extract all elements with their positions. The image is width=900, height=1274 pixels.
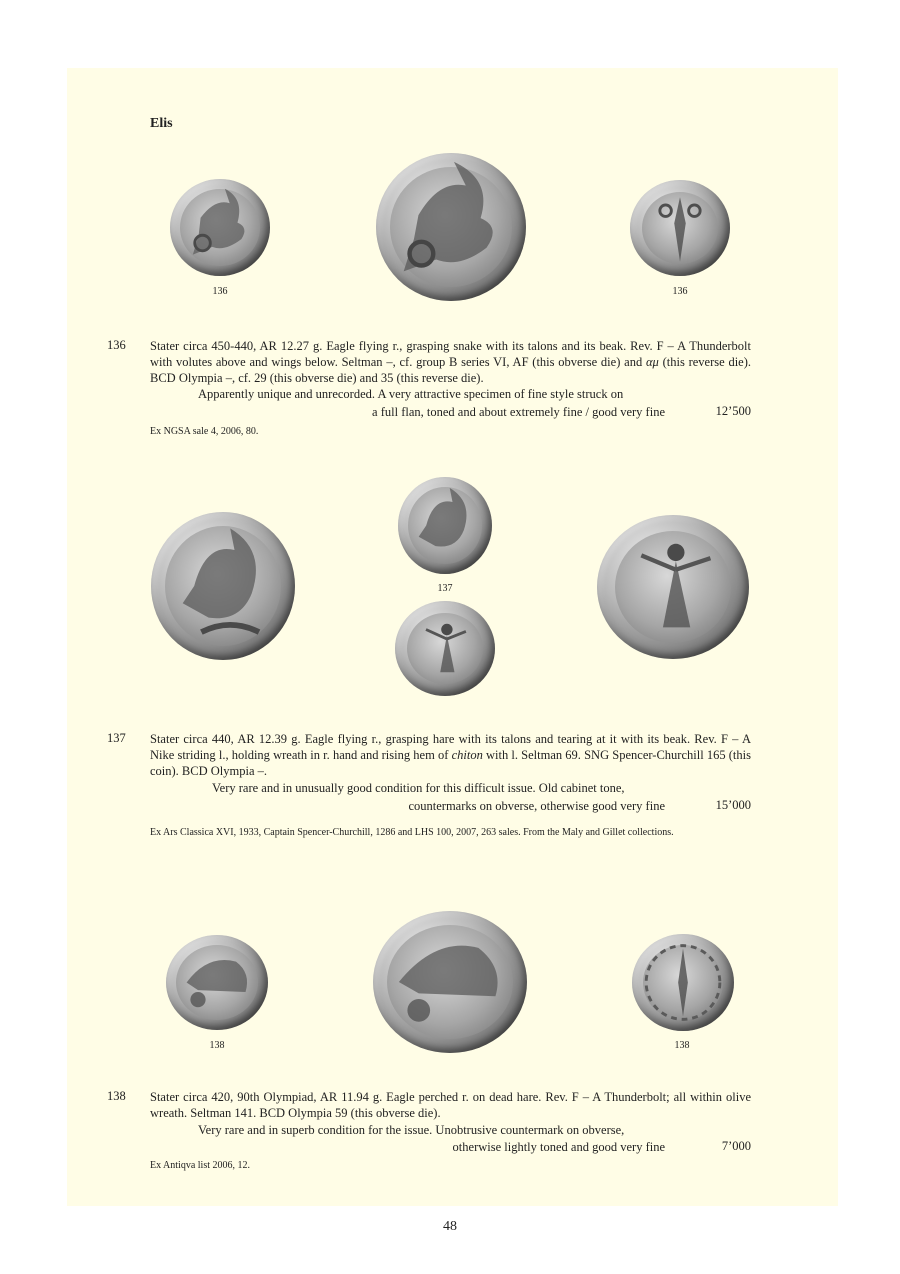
caption-138-right: 138 <box>674 1040 690 1051</box>
caption-136-left: 136 <box>212 286 228 297</box>
lot-number-138: 138 <box>107 1089 126 1103</box>
lot-condition-136-line2: a full flan, toned and about extremely fine / good very fine <box>372 405 665 419</box>
coin-136-obverse-large <box>376 153 526 301</box>
caption-137: 137 <box>437 583 453 594</box>
section-title: Elis <box>150 116 173 131</box>
lot-description-136: Stater circa 450-440, AR 12.27 g. Eagle flying r., grasping snake with its talons and its beak. Rev. F – A Thunderbolt with volutes above and wings below. Seltman –, cf. group B series VI, AF (this obverse die) and αμ (this reverse die). BCD Olympia –, cf. 29 (this obverse die) and 35 (this reverse die). <box>150 339 751 385</box>
lot-provenance-137: Ex Ars Classica XVI, 1933, Captain Spencer-Churchill, 1286 and LHS 100, 2007, 263 sales. From the Maly and Gillet collections. <box>150 827 674 838</box>
lot-description-138: Stater circa 420, 90th Olympiad, AR 11.94 g. Eagle perched r. on dead hare. Rev. F – A Thunderbolt; all within olive wreath. Seltman 141. BCD Olympia 59 (this obverse die). <box>150 1090 751 1120</box>
lot-number-136: 136 <box>107 338 126 352</box>
lot-condition-137-line1: Very rare and in unusually good condition for this difficult issue. Old cabinet tone, <box>212 781 625 795</box>
coin-136-obverse-small <box>170 179 270 276</box>
lot-price-138: 7’000 <box>721 1139 751 1153</box>
coin-137-obverse-large <box>151 512 295 660</box>
lot-condition-138-line1: Very rare and in superb condition for the issue. Unobtrusive countermark on obverse, <box>198 1123 625 1137</box>
lot-condition-136-line1: Apparently unique and unrecorded. A very attractive specimen of fine style struck on <box>198 387 624 401</box>
coin-137-obverse-small <box>398 477 492 574</box>
lot-description-137: Stater circa 440, AR 12.39 g. Eagle flying r., grasping hare with its talons and tearing at it with its beak. Rev. F – A Nike striding l., holding wreath in r. hand and rising hem of chiton with l. Seltman 69. SNG Spencer-Churchill 165 (this coin). BCD Olympia –. <box>150 732 751 778</box>
caption-136-right: 136 <box>672 286 688 297</box>
page-number: 48 <box>443 1219 457 1234</box>
coin-138-reverse <box>632 934 734 1031</box>
lot-price-137: 15’000 <box>715 798 751 812</box>
lot-provenance-138: Ex Antiqva list 2006, 12. <box>150 1160 250 1171</box>
lot-condition-138-line2: otherwise lightly toned and good very fine <box>452 1140 665 1154</box>
coin-137-reverse-small <box>395 601 495 696</box>
coin-136-reverse <box>630 180 730 276</box>
coin-138-obverse-small <box>166 935 268 1030</box>
coin-137-reverse-large <box>597 515 749 659</box>
lot-provenance-136: Ex NGSA sale 4, 2006, 80. <box>150 426 259 437</box>
lot-price-136: 12’500 <box>715 404 751 418</box>
coin-138-obverse-large <box>373 911 527 1053</box>
caption-138-left: 138 <box>209 1040 225 1051</box>
lot-number-137: 137 <box>107 731 126 745</box>
lot-condition-137-line2: countermarks on obverse, otherwise good very fine <box>408 799 665 813</box>
